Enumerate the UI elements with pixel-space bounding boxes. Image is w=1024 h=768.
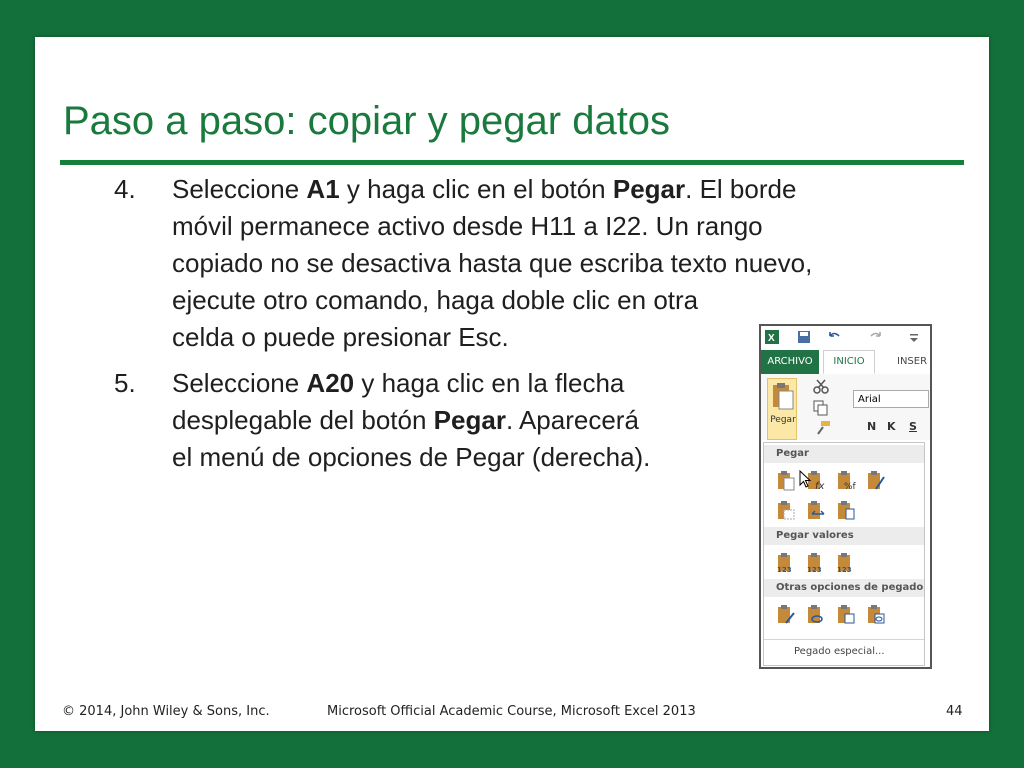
cell-ref: A20 — [306, 368, 355, 398]
ribbon-tabs — [761, 350, 930, 375]
font-name-box[interactable]: Arial — [853, 390, 929, 408]
tab-inicio[interactable]: INICIO — [823, 350, 875, 374]
excel-logo-icon — [765, 330, 779, 344]
step-line: desplegable del botón Pegar. Aparecerá — [172, 405, 639, 435]
svg-text:123: 123 — [777, 566, 792, 573]
cut-icon[interactable] — [813, 378, 829, 394]
svg-text:%f: %f — [844, 482, 856, 491]
paste-options-menu — [763, 442, 925, 666]
section-pegar-valores: Pegar valores — [764, 527, 924, 545]
paste-no-borders-icon[interactable] — [776, 499, 796, 521]
paste-special-item[interactable]: Pegado especial... — [764, 639, 924, 657]
section-pegar: Pegar — [764, 445, 924, 463]
paste-picture-icon[interactable] — [836, 603, 856, 625]
step-number: 4. — [114, 174, 136, 204]
copy-icon[interactable] — [813, 400, 829, 416]
cell-ref: A1 — [306, 174, 340, 204]
quick-access-toolbar — [761, 326, 930, 350]
paste-column-widths-icon[interactable] — [806, 499, 826, 521]
svg-text:X: X — [768, 333, 775, 344]
mouse-cursor-icon — [799, 470, 811, 488]
tab-insertar[interactable]: INSER — [897, 356, 928, 367]
paste-button-label: Pegar — [770, 415, 796, 425]
paste-linked-picture-icon[interactable] — [866, 603, 886, 625]
footer-course: Microsoft Official Academic Course, Microsoft Excel 2013 — [327, 704, 696, 719]
button-ref: Pegar — [612, 174, 686, 204]
ribbon-home — [761, 374, 930, 440]
paste-keep-source-format-icon[interactable] — [866, 469, 886, 491]
title-underline — [60, 160, 964, 165]
step-line: Seleccione A1 y haga clic en el botón Pegar. El borde — [172, 174, 797, 204]
bold-button[interactable]: N — [867, 420, 877, 433]
paste-button[interactable] — [767, 378, 797, 440]
paste-values-source-format-icon[interactable] — [836, 551, 856, 573]
svg-text:123: 123 — [807, 566, 822, 573]
slide — [35, 37, 989, 731]
svg-text:fx: fx — [815, 481, 825, 491]
clipboard-icon — [768, 381, 796, 413]
slide-title: Paso a paso: copiar y pegar datos — [63, 99, 671, 143]
tab-archivo[interactable]: ARCHIVO — [761, 350, 819, 374]
step-line: ejecute otro comando, haga doble clic en otra — [172, 285, 699, 315]
paste-values-icon[interactable] — [776, 551, 796, 573]
underline-button[interactable]: S — [909, 420, 917, 433]
footer-page-number: 44 — [946, 704, 963, 719]
section-otras-opciones: Otras opciones de pegado — [764, 579, 924, 597]
redo-icon[interactable] — [869, 330, 883, 344]
footer-copyright: © 2014, John Wiley & Sons, Inc. — [62, 704, 270, 719]
excel-paste-menu-screenshot — [759, 324, 932, 669]
button-ref: Pegar — [433, 405, 506, 435]
paste-formatting-icon[interactable] — [776, 603, 796, 625]
format-painter-icon[interactable] — [815, 420, 831, 436]
paste-formulas-number-format-icon[interactable] — [836, 469, 856, 491]
step-line: móvil permanece activo desde H11 a I22. Un rango — [172, 211, 763, 241]
step-line: celda o puede presionar Esc. — [172, 322, 509, 352]
svg-text:123: 123 — [837, 566, 852, 573]
paste-transpose-icon[interactable] — [836, 499, 856, 521]
customize-qat-icon[interactable] — [907, 330, 921, 344]
paste-option-icon[interactable] — [776, 469, 796, 491]
step-line: Seleccione A20 y haga clic en la flecha — [172, 368, 625, 398]
undo-icon[interactable] — [827, 330, 841, 344]
step-number: 5. — [114, 368, 136, 398]
italic-button[interactable]: K — [887, 420, 896, 433]
paste-values-number-format-icon[interactable] — [806, 551, 826, 573]
paste-link-icon[interactable] — [806, 603, 826, 625]
step-line: copiado no se desactiva hasta que escriba texto nuevo, — [172, 248, 813, 278]
save-icon[interactable] — [797, 330, 811, 344]
step-line: el menú de opciones de Pegar (derecha). — [172, 442, 651, 472]
